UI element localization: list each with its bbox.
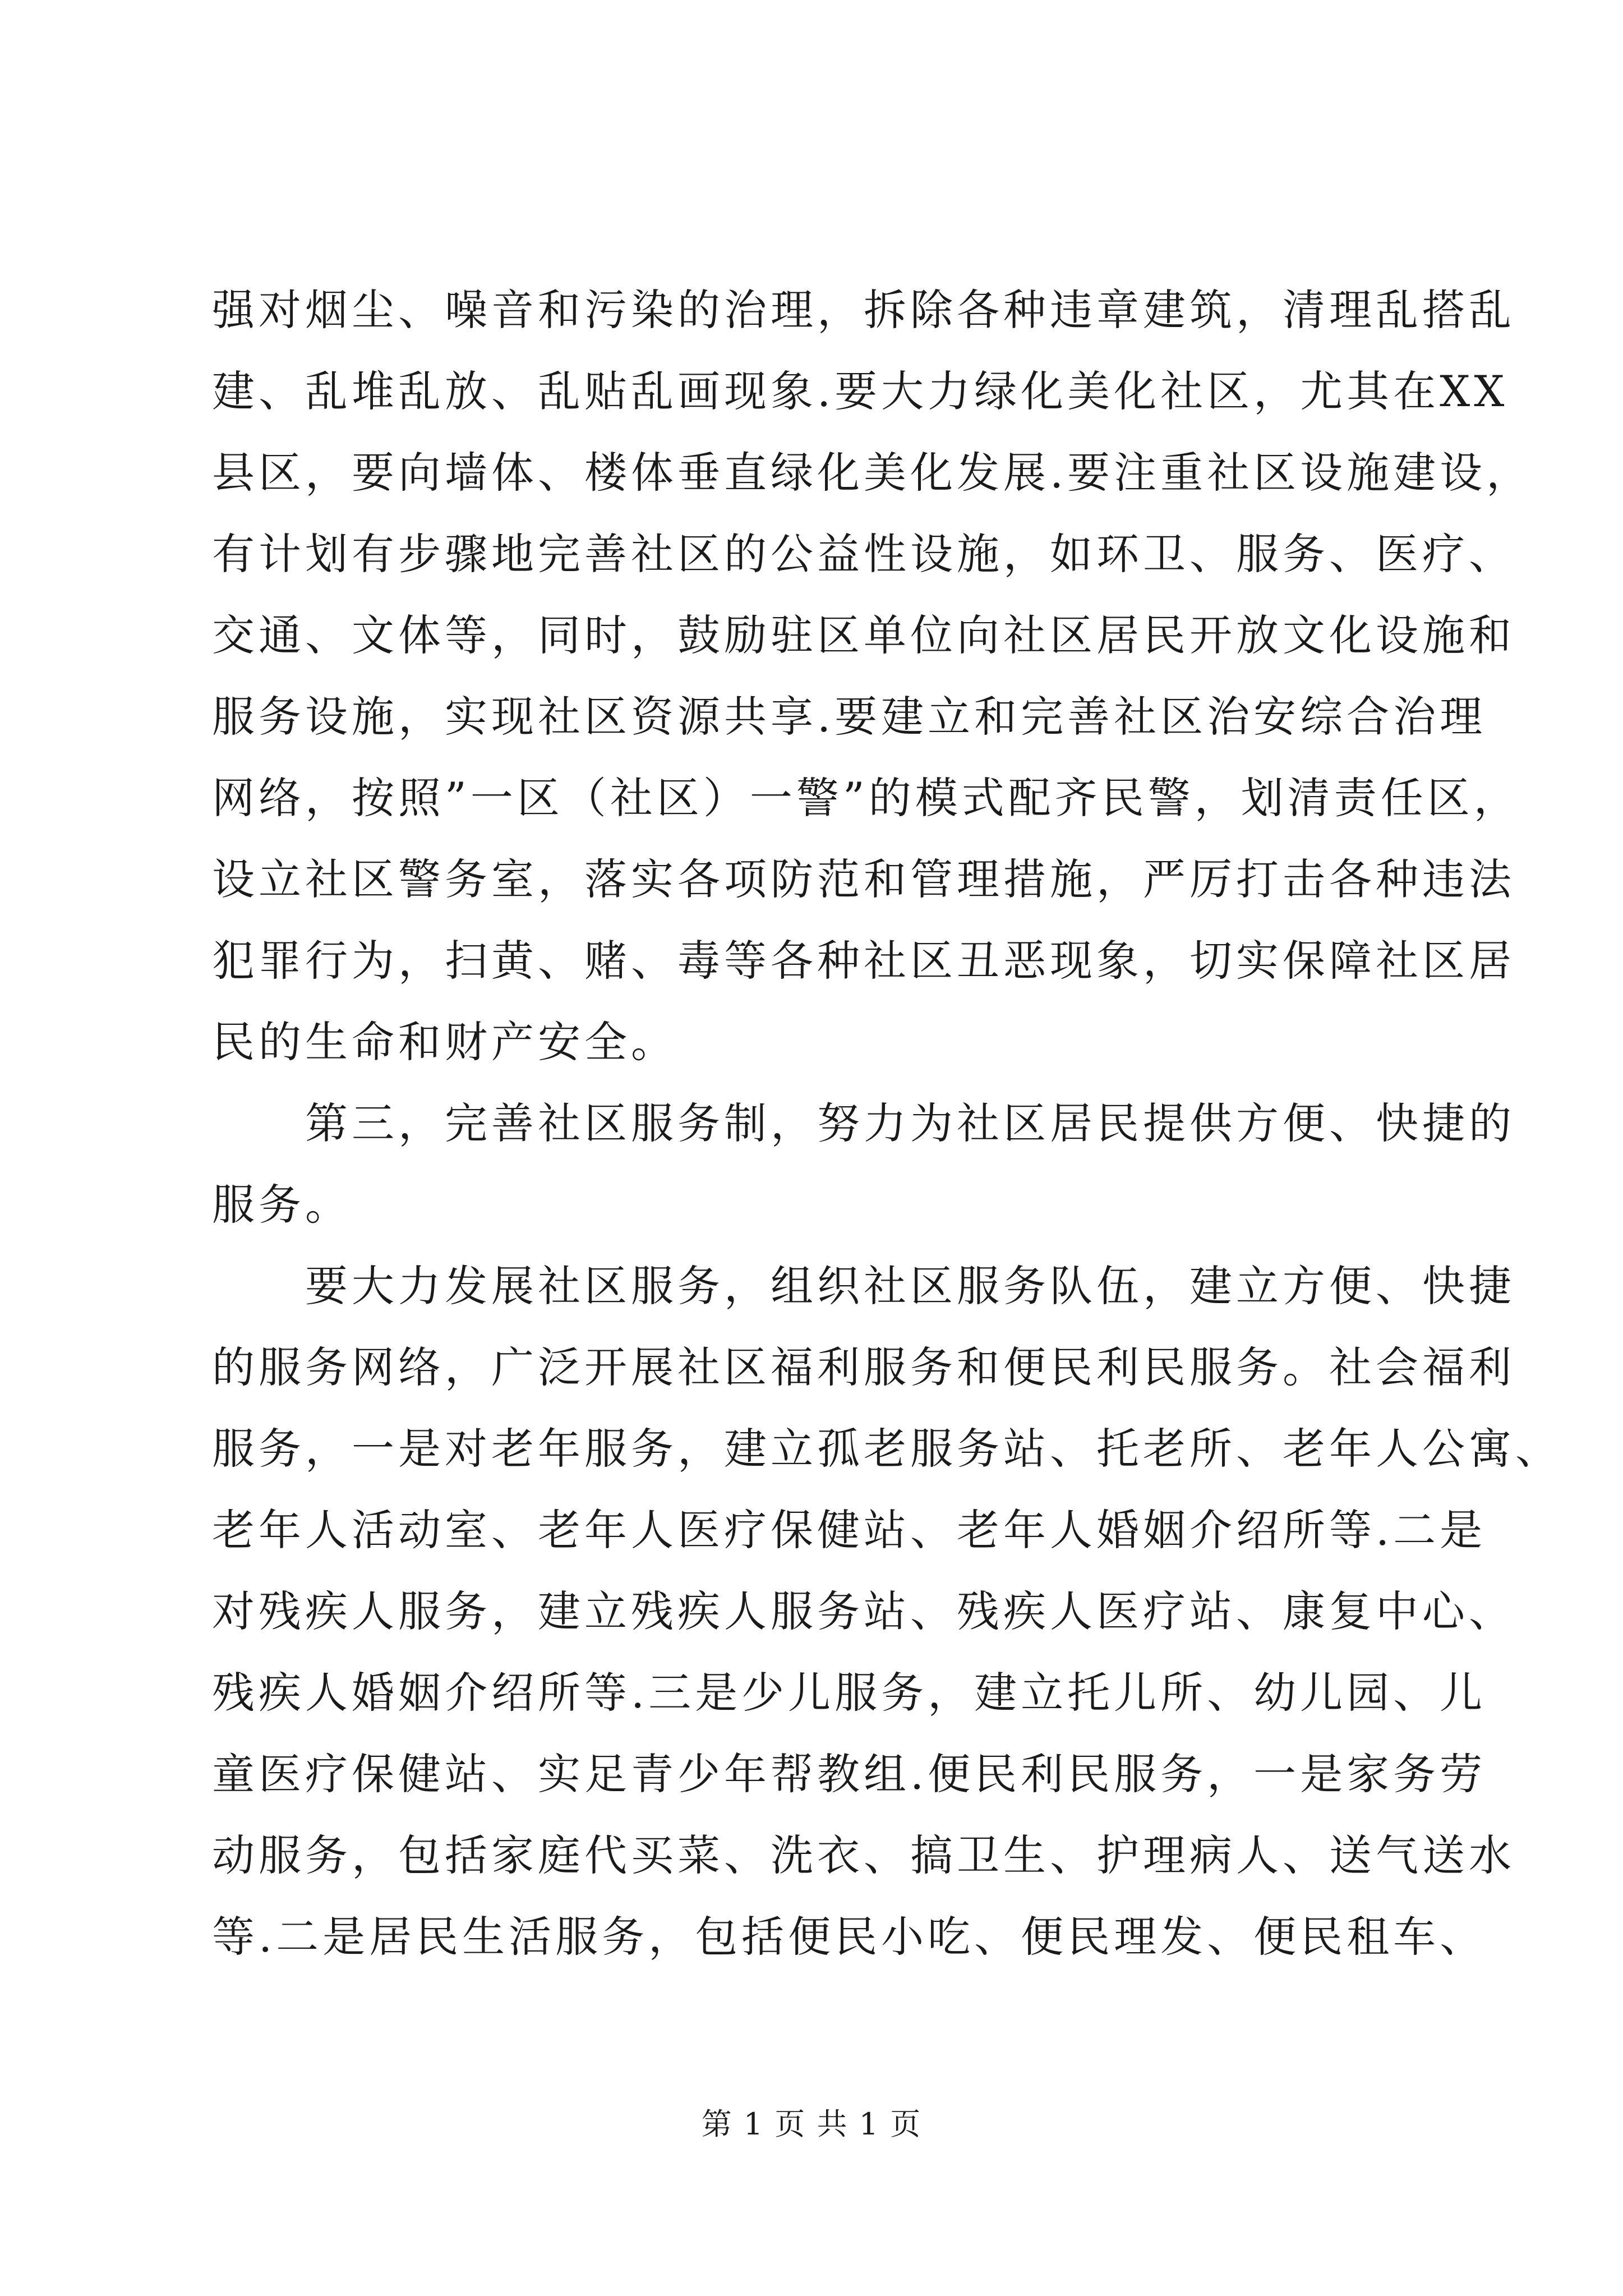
page-number-footer: 第 1 页 共 1 页 <box>701 2106 922 2142</box>
text-line: 服务，一是对老年服务，建立孤老服务站、托老所、老年人公寓、 <box>212 1424 1562 1474</box>
text-line: 服务设施，实现社区资源共享.要建立和完善社区治安综合治理 <box>212 692 1487 742</box>
text-line: 要大力发展社区服务，组织社区服务队伍，建立方便、快捷 <box>212 1261 1515 1311</box>
text-line: 犯罪行为，扫黄、赌、毒等各种社区丑恶现象，切实保障社区居 <box>212 936 1515 986</box>
text-line: 的服务网络，广泛开展社区福利服务和便民利民服务。社会福利 <box>212 1342 1515 1392</box>
text-line: 对残疾人服务，建立残疾人服务站、残疾人医疗站、康复中心、 <box>212 1586 1515 1636</box>
text-line: 县区，要向墙体、楼体垂直绿化美化发展.要注重社区设施建设， <box>212 448 1533 498</box>
text-line: 交通、文体等，同时，鼓励驻区单位向社区居民开放文化设施和 <box>212 610 1515 660</box>
section-heading-continued: 服务。 <box>212 1180 352 1230</box>
text-line: 老年人活动室、老年人医疗保健站、老年人婚姻介绍所等.二是 <box>212 1505 1487 1555</box>
document-body <box>212 269 1562 1977</box>
section-heading: 第三，完善社区服务制，努力为社区居民提供方便、快捷的 <box>212 1098 1515 1148</box>
text-line: 设立社区警务室，落实各项防范和管理措施，严厉打击各种违法 <box>212 854 1515 904</box>
text-line: 网络，按照”一区（社区）一警”的模式配齐民警，划清责任区， <box>212 773 1520 823</box>
text-line: 民的生命和财产安全。 <box>212 1017 677 1067</box>
text-line: 建、乱堆乱放、乱贴乱画现象.要大力绿化美化社区，尤其在XX <box>212 366 1509 416</box>
text-line: 动服务，包括家庭代买菜、洗衣、搞卫生、护理病人、送气送水 <box>212 1830 1515 1880</box>
text-line: 等.二是居民生活服务，包括便民小吃、便民理发、便民租车、 <box>212 1912 1487 1962</box>
text-line: 强对烟尘、噪音和污染的治理，拆除各种违章建筑，清理乱搭乱 <box>212 285 1515 335</box>
text-line: 有计划有步骤地完善社区的公益性设施，如环卫、服务、医疗、 <box>212 529 1515 579</box>
text-line: 残疾人婚姻介绍所等.三是少儿服务，建立托儿所、幼儿园、儿 <box>212 1668 1487 1718</box>
text-line: 童医疗保健站、实足青少年帮教组.便民利民服务，一是家务劳 <box>212 1749 1487 1799</box>
